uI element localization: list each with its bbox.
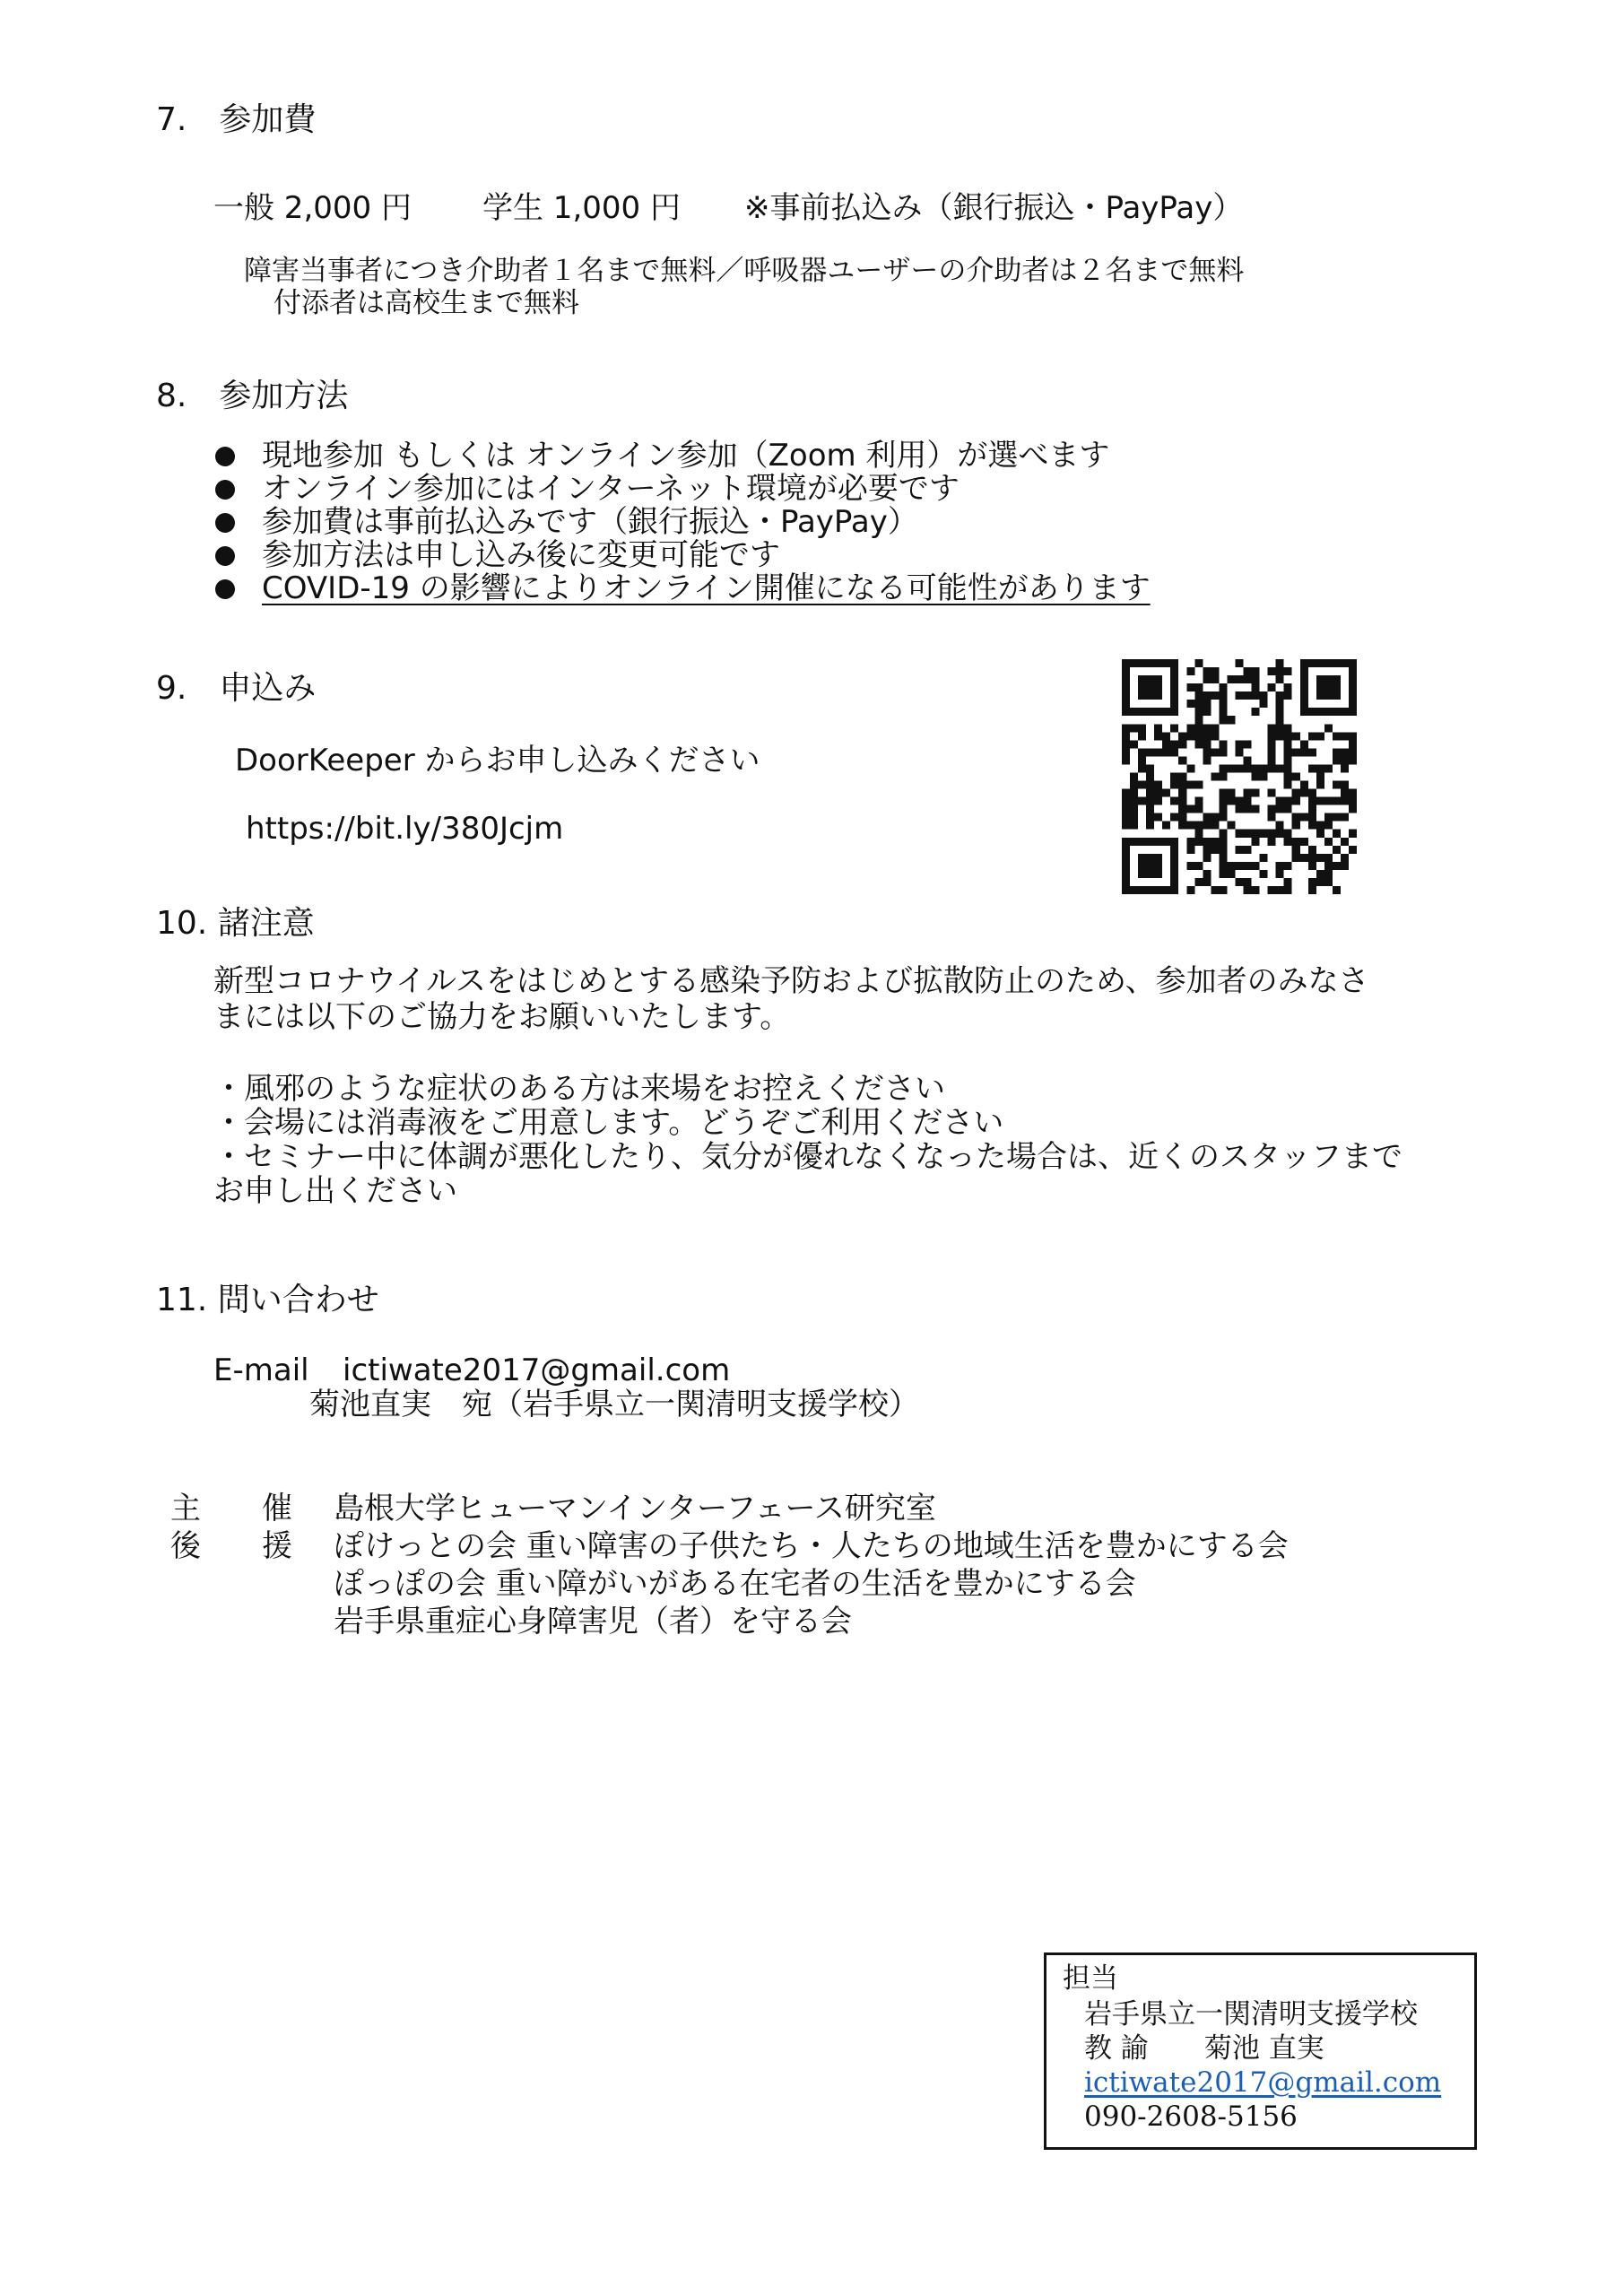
qr-code[interactable] xyxy=(1122,659,1357,894)
list-item: 参加費は事前払込みです（銀行振込・PayPay） xyxy=(262,504,918,540)
section-8-heading: 8. 参加方法 xyxy=(156,378,349,414)
contact-school: 岩手県立一関清明支援学校 xyxy=(1084,1998,1418,2031)
contact-box xyxy=(1044,1952,1477,2150)
fee-payment-note: ※事前払込み（銀行振込・PayPay） xyxy=(744,190,1244,226)
fee-student: 学生 1,000 円 xyxy=(482,190,681,226)
contact-title: 担当 xyxy=(1063,1962,1118,1995)
notice-paragraph-line1: 新型コロナウイルスをはじめとする感染予防および拡散防止のため、参加者のみなさ xyxy=(213,963,1369,999)
section-11-heading: 11. 問い合わせ xyxy=(156,1282,379,1318)
notice-item: ・風邪のような症状のある方は来場をお控えください xyxy=(213,1071,945,1107)
host-name: 島根大学ヒューマンインターフェース研究室 xyxy=(334,1491,936,1526)
list-item: 現地参加 もしくは オンライン参加（Zoom 利用）が選べます xyxy=(262,438,1110,474)
support-label: 後 援 xyxy=(170,1528,292,1564)
fee-note-caregiver: 障害当事者につき介助者１名まで無料／呼吸器ユーザーの介助者は２名まで無料 xyxy=(244,255,1245,287)
bullet-icon xyxy=(215,579,235,599)
registration-url[interactable]: https://bit.ly/380Jcjm xyxy=(246,811,564,847)
contact-role-name: 教 諭 菊池 直実 xyxy=(1084,2032,1324,2065)
fee-general: 一般 2,000 円 xyxy=(213,190,412,226)
section-9-heading: 9. 申込み xyxy=(156,670,317,707)
registration-instruction: DoorKeeper からお申し込みください xyxy=(235,743,760,778)
notice-paragraph-line2: まには以下のご協力をお願いいたします。 xyxy=(213,999,791,1035)
notice-item-continued: お申し出ください xyxy=(213,1173,457,1209)
bullet-icon xyxy=(215,546,235,566)
contact-email[interactable]: ictiwate2017@gmail.com xyxy=(343,1352,731,1388)
section-10-heading: 10. 諸注意 xyxy=(156,905,315,942)
list-item: オンライン参加にはインターネット環境が必要です xyxy=(262,471,960,507)
bullet-icon xyxy=(215,447,235,466)
section-7-heading: 7. 参加費 xyxy=(156,101,317,138)
notice-item: ・会場には消毒液をご用意します。どうぞご利用ください xyxy=(213,1105,1004,1141)
supporter-item: ぽっぽの会 重い障がいがある在宅者の生活を豊かにする会 xyxy=(334,1566,1136,1602)
list-item: 参加方法は申し込み後に変更可能です xyxy=(262,537,780,573)
bullet-icon xyxy=(215,480,235,500)
email-label: E-mail xyxy=(213,1352,309,1388)
host-label: 主 催 xyxy=(170,1491,292,1526)
bullet-icon xyxy=(215,513,235,533)
contact-email-link[interactable]: ictiwate2017@gmail.com xyxy=(1084,2066,1442,2099)
fee-note-companion: 付添者は高校生まで無料 xyxy=(274,287,579,319)
contact-addressee: 菊池直実 宛（岩手県立一関清明支援学校） xyxy=(309,1387,919,1422)
contact-phone: 090-2608-5156 xyxy=(1084,2100,1298,2133)
list-item-covid-notice: COVID-19 の影響によりオンライン開催になる可能性があります xyxy=(262,570,1151,606)
supporter-item: ぽけっとの会 重い障害の子供たち・人たちの地域生活を豊かにする会 xyxy=(334,1528,1289,1564)
notice-item: ・セミナー中に体調が悪化したり、気分が優れなくなった場合は、近くのスタッフまで xyxy=(213,1139,1403,1175)
supporter-item: 岩手県重症心身障害児（者）を守る会 xyxy=(334,1604,852,1639)
